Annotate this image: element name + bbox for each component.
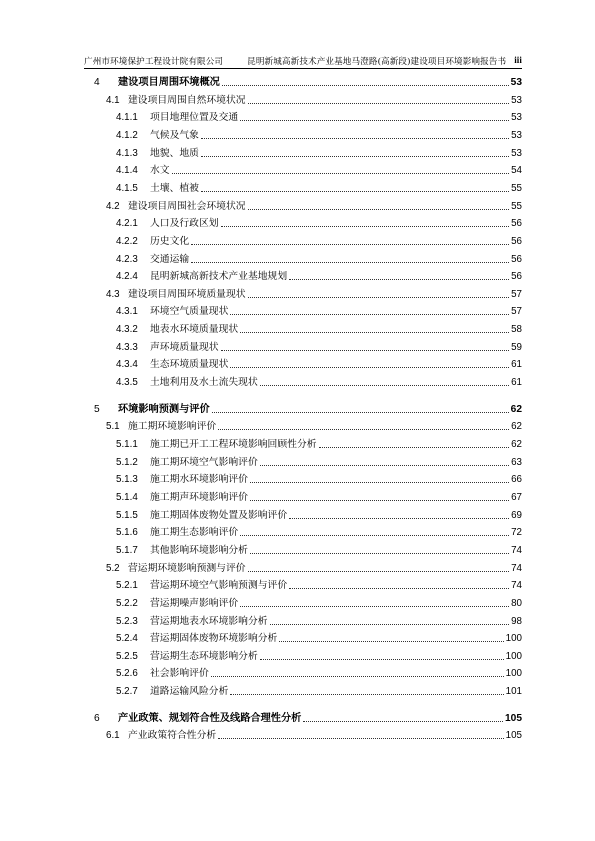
toc-dot-leader: [240, 606, 509, 607]
toc-entry[interactable]: [84, 72, 522, 89]
toc-dot-leader: [230, 314, 509, 315]
toc-entry-page: 56: [511, 271, 522, 283]
toc-dot-leader: [221, 350, 510, 351]
toc-entry-number: 5.1.7: [116, 544, 138, 556]
toc-dot-leader: [201, 156, 509, 157]
toc-entry[interactable]: [84, 540, 522, 557]
toc-entry-number: 5.2.5: [116, 650, 138, 662]
toc-entry[interactable]: [84, 646, 522, 663]
toc-entry-number: 5.2.7: [116, 686, 138, 698]
toc-entry-title[interactable]: 营运期固体废物环境影响分析: [150, 633, 278, 645]
toc-entry-page: 100: [505, 650, 522, 662]
toc-entry-title[interactable]: 声环境质量现状: [150, 341, 219, 353]
toc-entry[interactable]: [84, 628, 522, 645]
toc-entry-page: 54: [511, 165, 522, 177]
toc-entry-page: 74: [511, 544, 522, 556]
toc-entry-number: 4.3.1: [116, 306, 138, 318]
toc-entry-number: 5.2: [106, 562, 120, 574]
toc-entry-page: 55: [511, 200, 522, 212]
toc-entry-number: 4.1.2: [116, 129, 138, 141]
header-company: 广州市环境保护工程设计院有限公司: [84, 57, 224, 67]
toc-entry[interactable]: [84, 558, 522, 575]
toc-entry-title[interactable]: 其他影响环境影响分析: [150, 544, 248, 556]
toc-entry-title[interactable]: 土壤、植被: [150, 182, 199, 194]
toc-dot-leader: [172, 173, 510, 174]
toc-entry-title[interactable]: 施工期声环境影响评价: [150, 491, 248, 503]
toc-entry-number: 4.1.3: [116, 147, 138, 159]
toc-entry-number: 4.3.2: [116, 324, 138, 336]
toc-entry-title[interactable]: 人口及行政区划: [150, 218, 219, 230]
toc-dot-leader: [230, 367, 509, 368]
toc-entry-number: 6: [94, 712, 100, 724]
toc-entry-number: 5.1.6: [116, 527, 138, 539]
toc-entry-number: 5.1.5: [116, 509, 138, 521]
toc-entry-title[interactable]: 地貌、地质: [150, 147, 199, 159]
toc-dot-leader: [212, 412, 509, 413]
toc-dot-leader: [260, 465, 509, 466]
toc-dot-leader: [240, 535, 509, 536]
toc-entry-page: 57: [511, 288, 522, 300]
toc-entry[interactable]: [84, 611, 522, 628]
toc-entry-number: 4.2.2: [116, 235, 138, 247]
toc-entry-title[interactable]: 道路运输风险分析: [150, 686, 229, 698]
toc-entry-title[interactable]: 项目地理位置及交通: [150, 112, 239, 124]
toc-entry[interactable]: [84, 399, 522, 416]
toc-dot-leader: [250, 500, 509, 501]
toc-entry-number: 5: [94, 403, 100, 415]
toc-entry-number: 5.1.1: [116, 439, 138, 450]
toc-entry-title[interactable]: 土地利用及水土流失现状: [150, 377, 258, 389]
toc-entry-page: 53: [511, 112, 522, 124]
toc-entry-number: 4.2: [106, 200, 120, 212]
toc-entry-page: 59: [511, 341, 522, 353]
toc-entry-title[interactable]: 施工期环境影响评价: [128, 421, 217, 433]
toc-entry[interactable]: [84, 354, 522, 371]
toc-dot-leader: [279, 641, 503, 642]
toc-entry-title[interactable]: 建设项目周围社会环境状况: [128, 200, 246, 212]
toc-entry-number: 5.1: [106, 421, 120, 433]
toc-entry-page: 101: [505, 686, 522, 698]
toc-entry[interactable]: [84, 107, 522, 124]
toc-entry[interactable]: [84, 178, 522, 195]
toc-entry[interactable]: [84, 416, 522, 433]
toc-entry-title[interactable]: 建设项目周围环境概况: [118, 77, 220, 88]
toc-entry-title[interactable]: 社会影响评价: [150, 668, 209, 680]
toc-entry-number: 6.1: [106, 730, 120, 742]
toc-entry-title[interactable]: 施工期已开工工程环境影响回顾性分析: [150, 439, 317, 450]
toc-entry-number: 4.3: [106, 288, 120, 300]
toc-entry-page: 62: [511, 421, 522, 433]
toc-dot-leader: [319, 447, 510, 448]
toc-entry-title[interactable]: 产业政策、规划符合性及线路合理性分析: [118, 712, 302, 724]
toc-dot-leader: [303, 721, 503, 722]
toc-dot-leader: [211, 676, 504, 677]
toc-dot-leader: [191, 262, 509, 263]
toc-entry[interactable]: [84, 681, 522, 698]
toc-dot-leader: [248, 103, 510, 104]
toc-entry-title[interactable]: 环境影响预测与评价: [118, 403, 210, 415]
toc-entry[interactable]: [84, 372, 522, 389]
toc-entry[interactable]: [84, 593, 522, 610]
toc-entry-number: 5.2.1: [116, 580, 138, 592]
toc-entry-title[interactable]: 营运期环境空气影响预测与评价: [150, 580, 288, 592]
toc-entry[interactable]: [84, 249, 522, 266]
toc-entry-page: 67: [511, 491, 522, 503]
toc-entry-page: 58: [511, 324, 522, 336]
header-page-number: iii: [514, 55, 522, 65]
toc-entry-title[interactable]: 施工期生态影响评价: [150, 527, 239, 539]
toc-entry-title[interactable]: 营运期噪声影响评价: [150, 597, 239, 609]
toc-entry[interactable]: [84, 125, 522, 142]
toc-entry[interactable]: [84, 319, 522, 336]
toc-entry-page: 63: [511, 456, 522, 468]
toc-entry-title[interactable]: 环境空气质量现状: [150, 306, 229, 318]
toc-entry-title[interactable]: 生态环境质量现状: [150, 359, 229, 371]
toc-dot-leader: [218, 738, 503, 739]
toc-entry-number: 5.2.4: [116, 633, 138, 645]
toc-entry-number: 4: [94, 77, 100, 88]
toc-entry-number: 5.2.3: [116, 615, 138, 627]
toc-entry[interactable]: [84, 434, 522, 451]
toc-entry-page: 105: [505, 730, 522, 742]
toc-entry[interactable]: [84, 505, 522, 522]
toc-entry-title[interactable]: 建设项目周围环境质量现状: [128, 288, 246, 300]
toc-entry-page: 53: [511, 129, 522, 141]
toc-dot-leader: [260, 659, 504, 660]
toc-entry[interactable]: [84, 301, 522, 318]
toc-entry-number: 4.3.4: [116, 359, 138, 371]
toc-entry[interactable]: [84, 196, 522, 213]
toc-entry[interactable]: [84, 725, 522, 742]
toc-entry[interactable]: [84, 708, 522, 725]
toc-dot-leader: [230, 694, 503, 695]
toc-entry-title[interactable]: 气候及气象: [150, 129, 199, 141]
toc-dot-leader: [250, 553, 509, 554]
toc-entry-page: 100: [505, 668, 522, 680]
toc-entry-page: 53: [511, 94, 522, 106]
running-header: [84, 49, 522, 67]
toc-entry-page: 98: [511, 615, 522, 627]
toc-entry-page: 61: [511, 377, 522, 389]
toc-entry-title[interactable]: 地表水环境质量现状: [150, 324, 239, 336]
toc-entry-title[interactable]: 施工期固体废物处置及影响评价: [150, 509, 288, 521]
toc-entry-page: 80: [511, 597, 522, 609]
toc-entry-number: 4.1.5: [116, 182, 138, 194]
toc-entry-number: 4.2.4: [116, 271, 138, 283]
toc-entry-page: 69: [511, 509, 522, 521]
toc-dot-leader: [289, 518, 509, 519]
toc-dot-leader: [201, 191, 509, 192]
toc-entry-title[interactable]: 建设项目周围自然环境状况: [128, 94, 246, 106]
toc-entry-page: 66: [511, 474, 522, 486]
toc-entry-title[interactable]: 历史文化: [150, 235, 190, 247]
toc-entry[interactable]: [84, 487, 522, 504]
toc-dot-leader: [201, 138, 509, 139]
toc-dot-leader: [248, 209, 510, 210]
toc-dot-leader: [248, 297, 510, 298]
toc-entry[interactable]: [84, 143, 522, 160]
header-rule: [84, 68, 522, 69]
toc-entry-number: 4.2.1: [116, 218, 138, 230]
toc-entry-title[interactable]: 施工期水环境影响评价: [150, 474, 248, 486]
toc-entry[interactable]: [84, 337, 522, 354]
toc-entry-number: 4.1.4: [116, 165, 138, 177]
toc-entry-number: 5.2.6: [116, 668, 138, 680]
toc-entry-number: 4.3.5: [116, 377, 138, 389]
toc-entry-page: 100: [505, 633, 522, 645]
toc-dot-leader: [191, 244, 509, 245]
toc-entry-page: 56: [511, 218, 522, 230]
toc-dot-leader: [218, 429, 509, 430]
header-right: [247, 55, 522, 67]
toc-entry-page: 62: [511, 439, 522, 450]
toc-entry[interactable]: [84, 284, 522, 301]
toc-entry-number: 4.1.1: [116, 112, 138, 124]
toc-entry-number: 5.2.2: [116, 597, 138, 609]
toc-dot-leader: [248, 571, 510, 572]
toc-entry-page: 57: [511, 306, 522, 318]
toc-entry-number: 4.2.3: [116, 253, 138, 265]
toc-entry-title[interactable]: 水文: [150, 165, 170, 177]
toc-entry-number: 5.1.2: [116, 456, 138, 468]
toc-entry-number: 4.3.3: [116, 341, 138, 353]
toc-entry-page: 56: [511, 253, 522, 265]
toc-dot-leader: [240, 120, 509, 121]
toc-dot-leader: [222, 85, 509, 86]
toc-dot-leader: [289, 279, 509, 280]
toc-entry-title[interactable]: 营运期生态环境影响分析: [150, 650, 258, 662]
toc-entry-title[interactable]: 产业政策符合性分析: [128, 730, 217, 742]
toc-entry[interactable]: [84, 575, 522, 592]
toc-entry-page: 62: [510, 403, 522, 415]
toc-entry-number: 4.1: [106, 94, 120, 106]
toc-entry-title[interactable]: 营运期环境影响预测与评价: [128, 562, 246, 574]
toc-entry-page: 74: [511, 562, 522, 574]
toc-entry-title[interactable]: 营运期地表水环境影响分析: [150, 615, 268, 627]
toc-entry[interactable]: [84, 469, 522, 486]
header-report-title: 昆明新城高新技术产业基地马澄路(高新段)建设项目环境影响报告书: [247, 57, 507, 67]
toc-entry-number: 5.1.4: [116, 491, 138, 503]
toc-entry-title[interactable]: 昆明新城高新技术产业基地规划: [150, 271, 288, 283]
toc-dot-leader: [240, 332, 509, 333]
toc-entry-page: 53: [511, 147, 522, 159]
toc-entry-page: 61: [511, 359, 522, 371]
toc-entry-page: 74: [511, 580, 522, 592]
toc-dot-leader: [221, 226, 510, 227]
toc-entry-title[interactable]: 施工期环境空气影响评价: [150, 456, 258, 468]
toc-entry[interactable]: [84, 452, 522, 469]
toc-entry-number: 5.1.3: [116, 474, 138, 486]
toc-entry-page: 53: [510, 77, 522, 88]
toc-entry[interactable]: [84, 213, 522, 230]
toc-entry-page: 72: [511, 527, 522, 539]
toc-entry[interactable]: [84, 231, 522, 248]
toc-dot-leader: [250, 482, 509, 483]
toc-entry-page: 105: [505, 712, 522, 724]
toc-dot-leader: [270, 624, 510, 625]
toc-dot-leader: [289, 588, 509, 589]
toc-entry[interactable]: [84, 160, 522, 177]
toc-dot-leader: [260, 385, 509, 386]
toc-entry-page: 55: [511, 182, 522, 194]
toc-entry-title[interactable]: 交通运输: [150, 253, 190, 265]
toc-entry[interactable]: [84, 663, 522, 680]
toc-entry-page: 56: [511, 235, 522, 247]
toc-entry[interactable]: [84, 522, 522, 539]
toc-entry[interactable]: [84, 90, 522, 107]
toc-entry[interactable]: [84, 266, 522, 283]
